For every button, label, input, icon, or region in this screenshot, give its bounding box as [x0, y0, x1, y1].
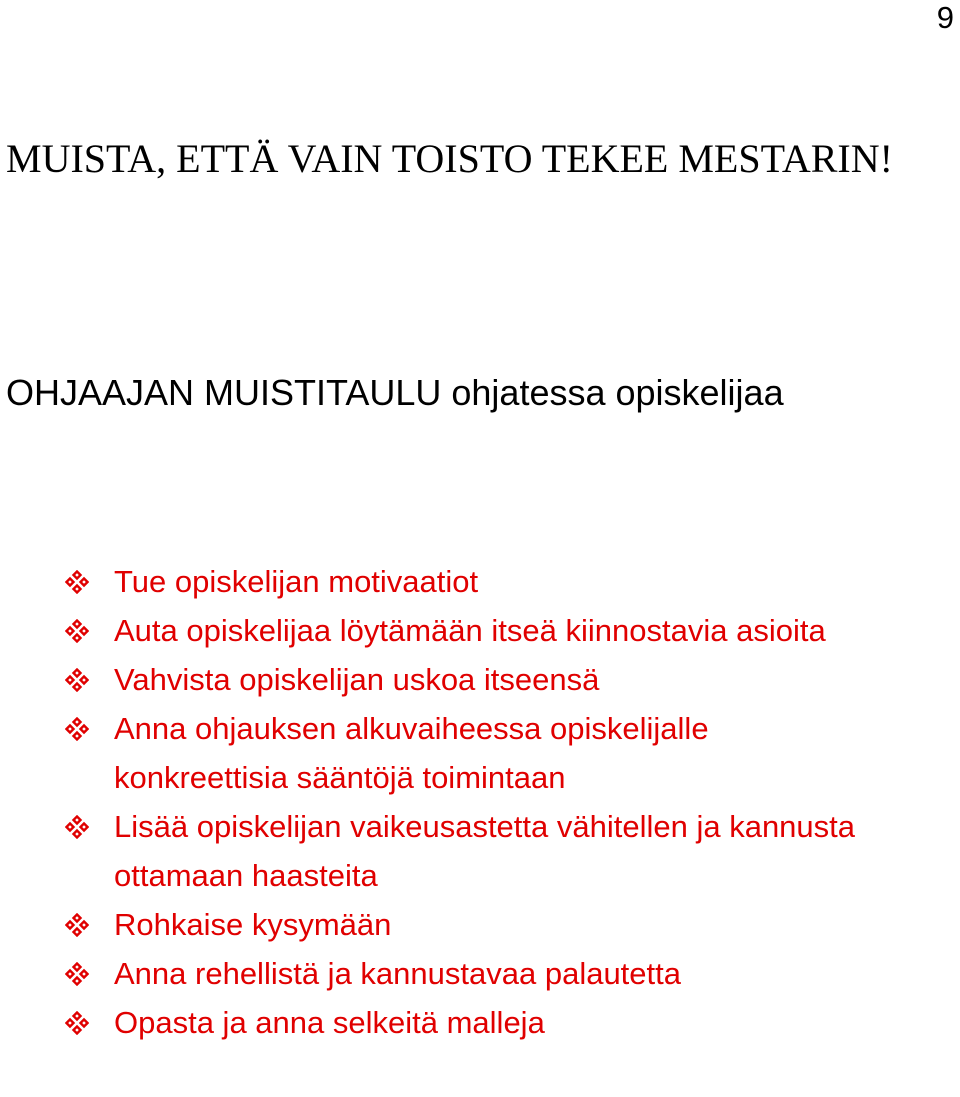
four-diamond-bullet-icon [65, 668, 89, 692]
list-item-text: Anna ohjauksen alkuvaiheessa opiskelijalle konkreettisia sääntöjä toimintaan [114, 711, 709, 795]
list-item-text: Tue opiskelijan motivaatiot [114, 564, 479, 599]
list-item-text: Auta opiskelijaa löytämään itseä kiinnostavia asioita [114, 613, 826, 648]
four-diamond-bullet-icon [65, 1011, 89, 1035]
page-number: 9 [936, 0, 954, 35]
list-item [0, 655, 874, 704]
four-diamond-bullet-icon [65, 717, 89, 741]
list-item [0, 704, 874, 802]
list-item-text: Anna rehellistä ja kannustavaa palautetta [114, 956, 682, 991]
headline: MUISTA, ETTÄ VAIN TOISTO TEKEE MESTARIN! [6, 136, 893, 181]
list-item [0, 998, 874, 1047]
four-diamond-bullet-icon [65, 570, 89, 594]
list-item-text: Opasta ja anna selkeitä malleja [114, 1005, 545, 1040]
checklist-title: OHJAAJAN MUISTITAULU ohjatessa opiskelijaa [6, 372, 784, 413]
list-item [0, 949, 874, 998]
four-diamond-bullet-icon [65, 815, 89, 839]
list-item [0, 900, 874, 949]
advice-list [0, 557, 960, 1047]
list-item [0, 802, 874, 900]
four-diamond-bullet-icon [65, 619, 89, 643]
list-item-text: Lisää opiskelijan vaikeusastetta vähitellen ja kannusta ottamaan haasteita [114, 809, 856, 893]
list-item-text: Rohkaise kysymään [114, 907, 392, 942]
list-item-text: Vahvista opiskelijan uskoa itseensä [114, 662, 600, 697]
four-diamond-bullet-icon [65, 913, 89, 937]
list-item [0, 557, 874, 606]
list-item [0, 606, 874, 655]
four-diamond-bullet-icon [65, 962, 89, 986]
